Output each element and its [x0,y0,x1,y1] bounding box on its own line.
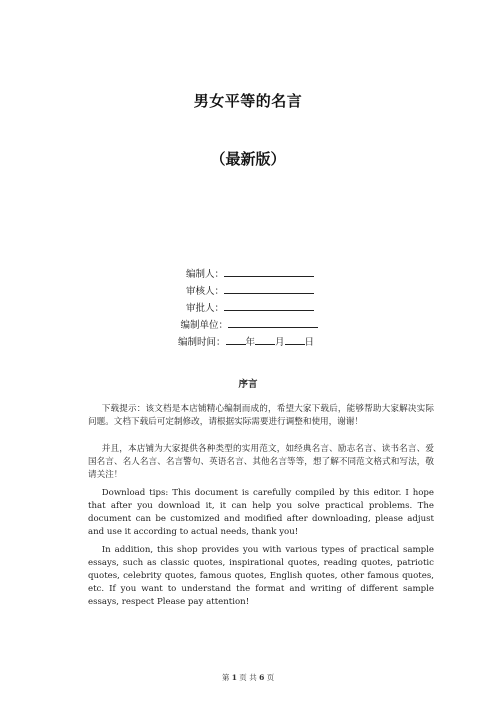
footer-page-number: 1 [231,673,237,682]
preface-paragraph-4: In addition, this shop provides you with various types of practical sample essays, such as classic quotes, inspirational quotes, reading quotes, patriotic quotes, celebrity quotes, famous quotes, English quotes, other famous quotes, etc. If you want to understand the format and writing of different sample essays, respect Please pay attention! [88,545,434,607]
year-blank [226,334,246,345]
footer-total-pages: 6 [259,673,265,682]
month-blank [255,334,275,345]
preface-paragraph-3: Download tips: This document is carefully compiled by this editor. I hope that after you download it, it can help you solve practical problems. The document can be customized and modified after downloading, please adjust and use it according to actual needs, thank you! [88,488,434,537]
document-subtitle: （最新版） [210,150,286,168]
preface-paragraph-1: 下载提示：该文档是本店铺精心编制而成的，希望大家下载后，能够帮助大家解决实际问题。文档下载后可定制修改，请根据实际需要进行调整和使用，谢谢！ [88,404,434,428]
editor-label: 编制人： [185,269,224,280]
footer-middle: 页 共 [236,673,260,682]
year-label: 年 [245,337,256,348]
editor-field [178,266,314,281]
footer-prefix: 第 [221,673,232,682]
footer-suffix: 页 [264,673,275,682]
unit-field [178,317,318,332]
approver-blank [224,300,314,311]
preface-heading: 序言 [238,379,258,390]
day-blank [285,334,305,345]
approver-label: 审批人： [185,303,224,314]
time-label: 编制时间： [178,337,226,348]
reviewer-label: 审核人： [185,286,224,297]
reviewer-field [178,283,314,298]
time-field [178,334,314,349]
document-title: 男女平等的名言 [193,92,303,110]
editor-blank [224,266,314,277]
unit-blank [228,317,318,328]
preface-paragraph-2: 并且，本店铺为大家提供各种类型的实用范文，如经典名言、励志名言、读书名言、爱国名言、名人名言、名言警句、英语名言、其他名言等等，想了解不同范文格式和写法，敬请关注！ [88,444,434,481]
approver-field [178,300,314,315]
day-label: 日 [304,337,315,348]
page-footer [0,672,496,683]
month-label: 月 [275,337,285,348]
unit-label: 编制单位： [180,320,228,331]
reviewer-blank [224,283,314,294]
